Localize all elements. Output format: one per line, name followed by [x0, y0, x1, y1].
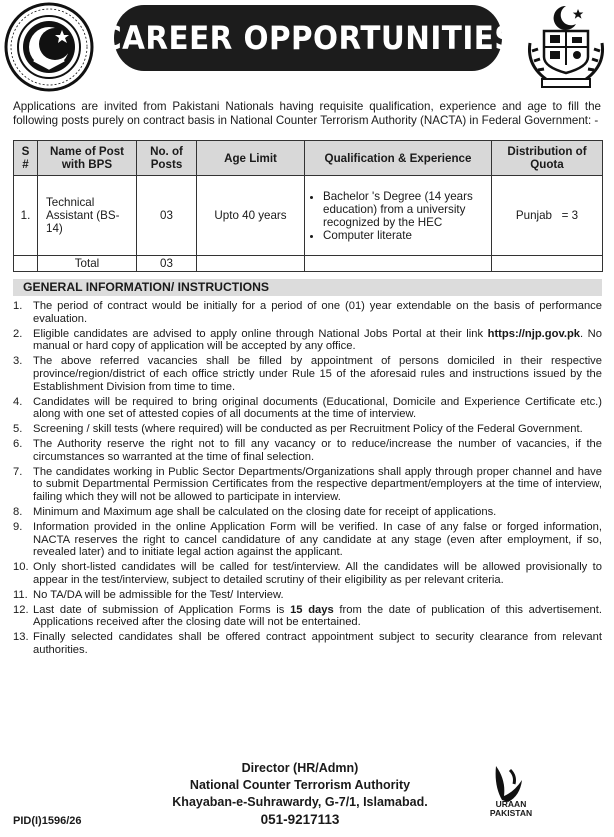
total-empty-cell [305, 256, 492, 272]
instruction-number: 1. [13, 300, 23, 312]
total-empty-cell [14, 256, 38, 272]
instruction-text: Screening / skill tests (where required) will be conducted as per Recruitment Policy of the Federal Government. [33, 423, 583, 436]
cell-total-posts: 03 [137, 256, 197, 272]
cell-total-label: Total [38, 256, 137, 272]
cell-age-limit: Upto 40 years [197, 176, 305, 256]
instruction-emphasis: https://njp.gov.pk [487, 327, 580, 340]
instruction-text: Finally selected candidates shall be offered contract appointment subject to security clearance from relevant authorities. [33, 631, 602, 656]
total-empty-cell [492, 256, 603, 272]
general-info-heading: GENERAL INFORMATION/ INSTRUCTIONS [13, 279, 602, 296]
instruction-number: 6. [13, 437, 23, 450]
instruction-number: 8. [13, 505, 23, 518]
cell-qualification [305, 176, 492, 256]
instruction-text: The period of contract would be initially for a period of one (01) year extendable on the basis of performance evaluation. [33, 300, 602, 325]
instruction-number: 11. [13, 588, 28, 601]
instruction-number: 4. [13, 395, 23, 408]
col-header-sno: S # [14, 141, 38, 176]
instruction-text-part: from the date of publication of this advertisement. Applications received after the closing date will not be entertained. [33, 603, 602, 629]
vacancy-table [13, 140, 603, 272]
instruction-text: Information provided in the online Application Form will be verified. In case of any false or forged information, NACTA reserves the right to cancel candidature of any candidate at any stage (even after employment, if so, revealed later) and to initiate legal action against the applicant. [33, 520, 602, 559]
table-row [14, 176, 603, 256]
instruction-number: 3. [13, 355, 23, 368]
col-header-name: Name of Post with BPS [38, 141, 137, 176]
list-item [13, 396, 602, 422]
list-item [13, 561, 602, 587]
contact-designation: Director (HR/Admn) [241, 761, 359, 775]
pakistan-state-emblem-icon [522, 3, 610, 91]
contact-organization: National Counter Terrorism Authority [189, 778, 411, 792]
total-empty-cell [197, 256, 305, 272]
col-header-quota: Distribution of Quota [492, 141, 603, 176]
table-header-row [14, 141, 603, 176]
instruction-text: Candidates will be required to bring original documents (Educational, Domicile and Experience Certificate etc.) along with one set of attested copies of all documents at the time of interview. [33, 395, 602, 421]
instruction-text [33, 604, 602, 630]
cell-post-name: Technical Assistant (BS-14) [38, 176, 137, 256]
qualification-list [308, 190, 488, 242]
instruction-text [33, 328, 602, 354]
instruction-number: 10. [13, 561, 29, 574]
contact-block [130, 760, 470, 828]
list-item [13, 604, 602, 630]
instruction-text-part: Eligible candidates are advised to apply online through National Jobs Portal at their link [33, 327, 488, 340]
list-item [13, 466, 602, 504]
instruction-emphasis: 15 days [290, 603, 334, 616]
list-item [13, 300, 602, 326]
list-item [13, 438, 602, 464]
col-header-posts: No. of Posts [137, 141, 197, 176]
table-total-row [14, 256, 603, 272]
instruction-number: 2. [13, 327, 23, 340]
instructions-list [13, 300, 602, 659]
instruction-number: 5. [13, 423, 23, 436]
cell-quota: Punjab = 3 [492, 176, 603, 256]
instruction-number: 13. [13, 631, 29, 644]
list-item [13, 506, 602, 519]
contact-address: Khayaban-e-Suhrawardy, G-7/1, Islamabad. [172, 795, 428, 809]
vacancy-table-container [13, 140, 602, 272]
list-item [13, 355, 602, 393]
cell-posts: 03 [137, 176, 197, 256]
col-header-qualification: Qualification & Experience [305, 141, 492, 176]
cell-sno: 1. [14, 176, 38, 256]
list-item [13, 589, 602, 602]
instruction-number: 9. [13, 520, 23, 533]
list-item: • Computer literate [323, 229, 488, 242]
instruction-text: The Authority reserve the right not to fill any vacancy or to reduce/increase the number of vacancies, if the circumstances so warranted at the time of final selection. [33, 437, 602, 463]
header [0, 0, 614, 95]
pid-number: PID(I)1596/26 [13, 815, 82, 827]
instruction-text: Minimum and Maximum age shall be calculated on the closing date for receipt of applications. [33, 505, 497, 518]
instruction-text: Only short-listed candidates will be called for test/interview. All the candidates will be allowed provisionally to appear in the test/interview, subject to detailed scrutiny of their eligibility as per relevant criteria. [33, 561, 602, 586]
uraan-pakistan-wordmark [478, 800, 544, 818]
contact-phone: 051-9217113 [260, 812, 340, 827]
uraan-pakistan-logo-icon [476, 760, 542, 830]
nacta-emblem-icon [4, 2, 94, 92]
title-banner [100, 5, 516, 71]
instruction-number: 12. [13, 603, 29, 616]
instruction-text: No TA/DA will be admissible for the Test/ Interview. [33, 588, 284, 601]
instruction-text: The above referred vacancies shall be filled by appointment of persons domiciled in their respective province/region/district of each office strictly under Rule 15 of the aforesaid rules and instructions issued by the Establishment Division from time to time. [33, 355, 602, 393]
list-item [13, 631, 602, 657]
intro-paragraph: Applications are invited from Pakistani Nationals having requisite qualification, experience and age to fill the following posts purely on contract basis in National Counter Terrorism Authority (NACTA) in Federal Government: - [13, 100, 601, 127]
instruction-text-part: Last date of submission of Application Forms is [33, 603, 291, 616]
col-header-age: Age Limit [197, 141, 305, 176]
list-item: • Bachelor 's Degree (14 years education) from a university recognized by the HEC [323, 190, 488, 229]
instruction-number: 7. [13, 465, 23, 478]
list-item [13, 423, 602, 436]
list-item [13, 328, 602, 354]
uraan-word: URAAN [495, 799, 527, 809]
pakistan-word: PAKISTAN [489, 808, 533, 818]
instruction-text-part: . No manual or hard copy of application will be accepted by any office. [33, 327, 602, 353]
instruction-text: The candidates working in Public Sector Departments/Organizations shall apply through proper channel and have to submit Departmental Permission Certificates from the respective department/employers at the time of interview, failing which they will not be allowed to participate in interview. [33, 465, 602, 504]
page-title: CAREER OPPORTUNITIES [100, 19, 516, 57]
list-item [13, 521, 602, 559]
